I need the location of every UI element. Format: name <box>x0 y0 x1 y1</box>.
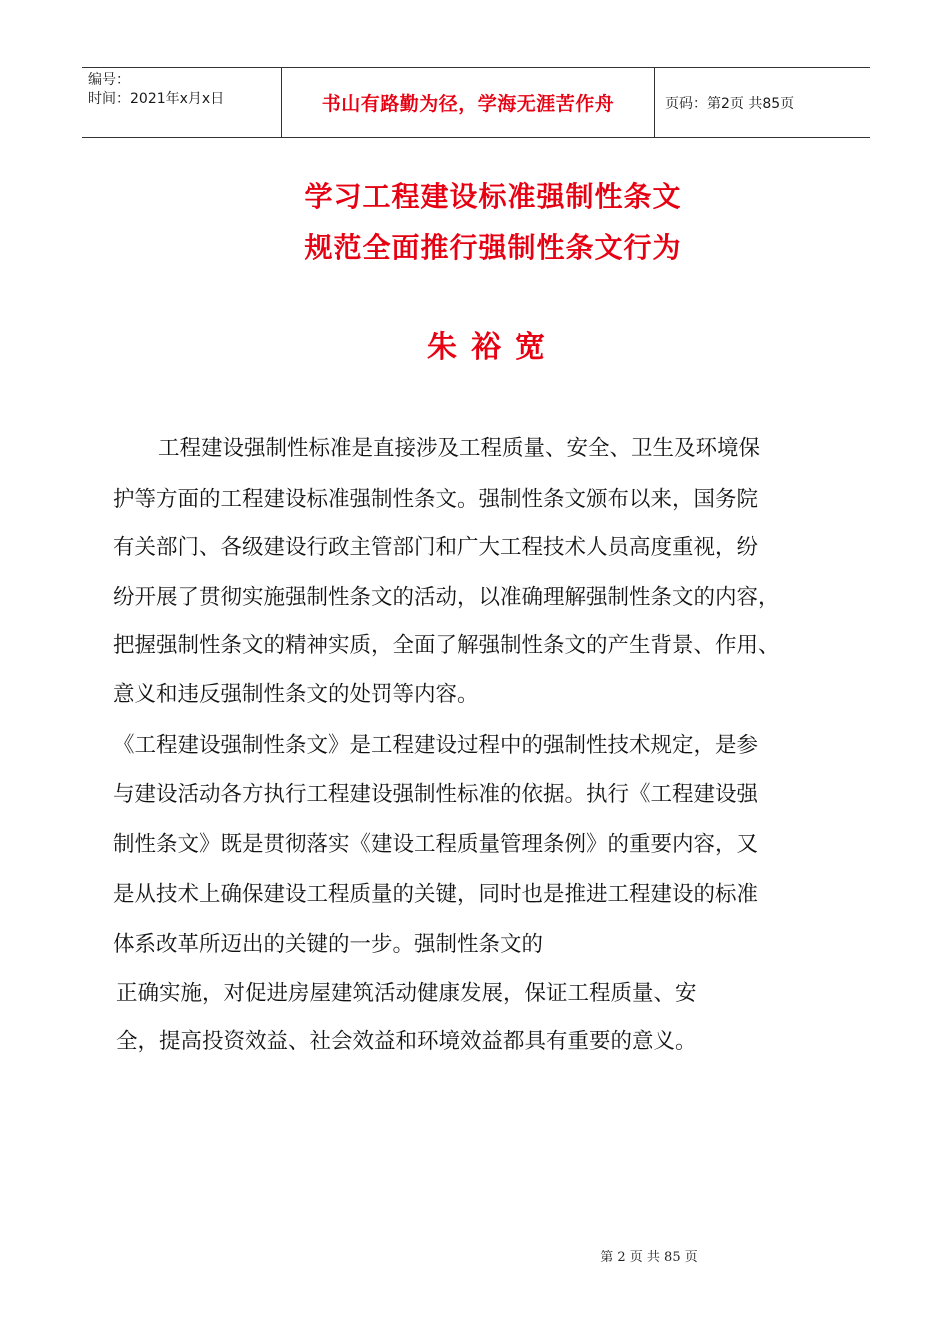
page-footer: 第 2 页 共 85 页 <box>600 1250 698 1265</box>
body-line: 把握强制性条文的精神实质，全面了解强制性条文的产生背景、作用、 <box>113 633 780 658</box>
document-header <box>82 67 870 138</box>
document-title-line-2: 规范全面推行强制性条文行为 <box>304 231 682 264</box>
document-number-label: 编号： <box>88 72 130 88</box>
header-page-number: 页码：第2页 共85页 <box>665 95 795 112</box>
body-line: 有关部门、各级建设行政主管部门和广大工程技术人员高度重视，纷 <box>113 535 759 560</box>
body-line: 意义和违反强制性条文的处罚等内容。 <box>113 682 479 707</box>
body-line: 与建设活动各方执行工程建设强制性标准的依据。执行《工程建设强 <box>113 782 759 807</box>
body-line: 是从技术上确保建设工程质量的关键，同时也是推进工程建设的标准 <box>113 882 759 907</box>
body-line: 体系改革所迈出的关键的一步。强制性条文的 <box>113 932 544 957</box>
header-page-cell <box>655 68 870 137</box>
document-time-label: 时间：2021年x月x日 <box>88 91 225 107</box>
body-line: 《工程建设强制性条文》是工程建设过程中的强制性技术规定，是参 <box>113 733 759 758</box>
header-meta-cell <box>82 68 282 137</box>
body-line: 制性条文》既是贯彻落实《建设工程质量管理条例》的重要内容，又 <box>113 832 759 857</box>
body-line: 护等方面的工程建设标准强制性条文。强制性条文颁布以来，国务院 <box>113 487 759 512</box>
document-author: 朱裕宽 <box>427 330 559 365</box>
header-motto: 书山有路勤为径，学海无涯苦作舟 <box>321 93 615 115</box>
body-line: 全，提高投资效益、社会效益和环境效益都具有重要的意义。 <box>116 1029 697 1054</box>
header-motto-cell <box>282 68 655 137</box>
body-line: 正确实施，对促进房屋建筑活动健康发展，保证工程质量、安 <box>116 981 697 1006</box>
document-title-line-1: 学习工程建设标准强制性条文 <box>304 180 682 213</box>
body-line: 工程建设强制性标准是直接涉及工程质量、安全、卫生及环境保 <box>158 436 761 461</box>
body-line: 纷开展了贯彻实施强制性条文的活动，以准确理解强制性条文的内容， <box>113 585 780 610</box>
